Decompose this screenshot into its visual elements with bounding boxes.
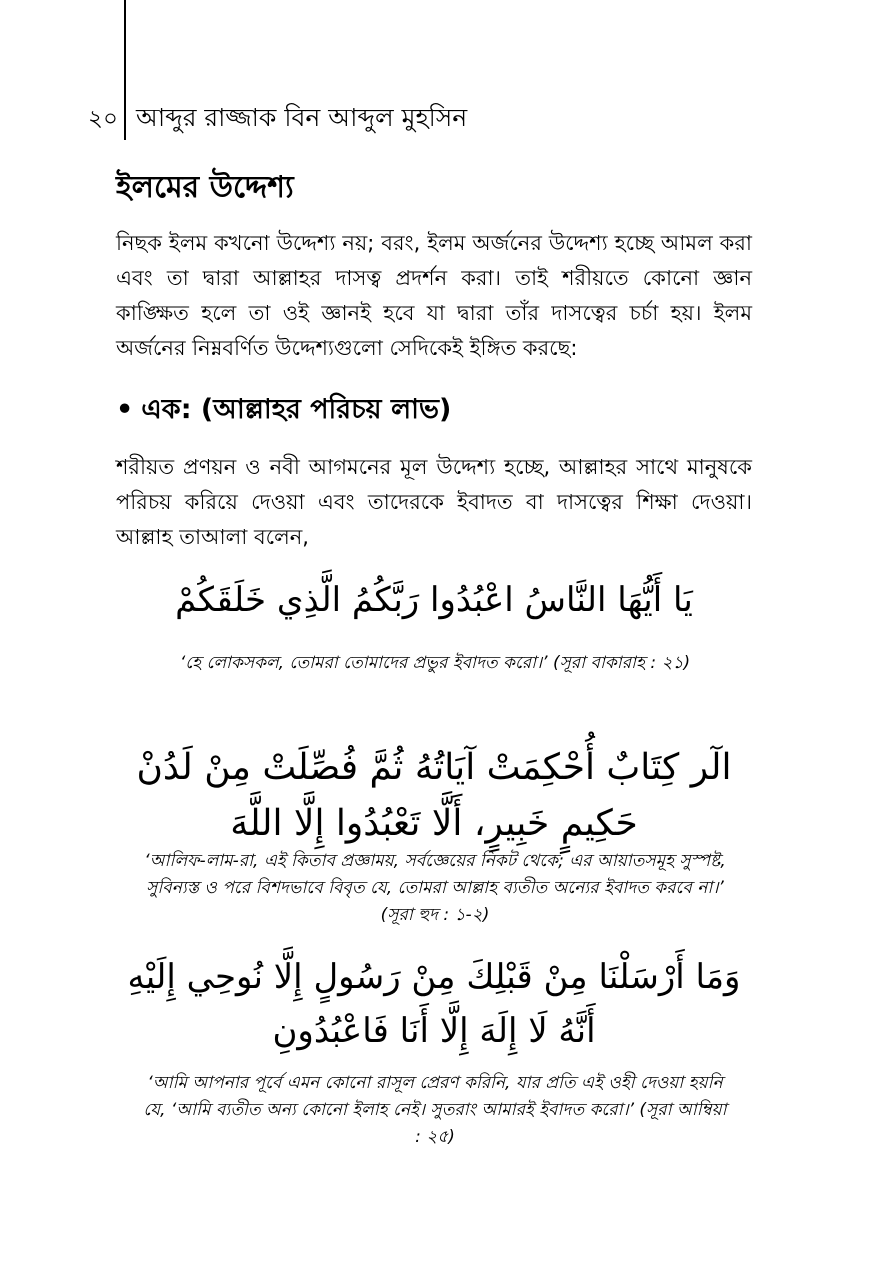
quran-verse-1: يَا أَيُّهَا النَّاسُ اعْبُدُوا رَبَّكُمُ الَّذِي خَلَقَكُمْ (175, 580, 693, 620)
header-divider (124, 0, 126, 140)
intro-paragraph: নিছক ইলম কখনো উদ্দেশ্য নয়; বরং, ইলম অর্জনের উদ্দেশ্য হচ্ছে আমল করা এবং তা দ্বারা আল্লাহর দাসত্ব প্রদর্শন করা। তাই শরীয়তে কোনো জ্ঞান কাঙ্ক্ষিত হলে তা ওই জ্ঞানই হবে যা দ্বারা তাঁর দাসত্বের চর্চা হয়। ইলম অর্জনের নিম্নবর্ণিত উদ্দেশ্যগুলো সেদিকেই ইঙ্গিত করছে: (116, 231, 752, 360)
point-one-paragraph: শরীয়ত প্রণয়ন ও নবী আগমনের মূল উদ্দেশ্য হচ্ছে, আল্লাহর সাথে মানুষকে পরিচয় করিয়ে দেওয়া এবং তাদেরকে ইবাদত বা দাসত্বের শিক্ষা দেওয়া। আল্লাহ তাআলা বলেন, (116, 455, 752, 549)
section-heading: ইলমের উদ্দেশ্য (116, 170, 294, 205)
verse-1-translation: ‘হে লোকসকল, তোমরা তোমাদের প্রভুর ইবাদত করো।’ (সূরা বাকারাহ : ২১) (179, 653, 691, 673)
quran-verse-2: الٓر كِتَابٌ أُحْكِمَتْ آيَاتُهُ ثُمَّ فُصِّلَتْ مِنْ لَدُنْ حَكِيمٍ خَبِيرٍ، أَلَّا تَعْبُدُوا إِلَّا اللَّهَ (136, 747, 732, 844)
page-number: ২০ (88, 106, 118, 132)
point-one-heading (116, 390, 451, 430)
verse-2-translation: ‘আলিফ-লাম-রা, এই কিতাব প্রজ্ঞাময়, সর্বজ্ঞেয়ের নিকট থেকে; এর আয়াতসমূহ সুস্পষ্ট, সুবিন্যস্ত ও পরে বিশদভাবে বিবৃত যে, তোমরা আল্লাহ ব্যতীত অন্যের ইবাদত করবে না।’ (সূরা হুদ : ১-২) (144, 851, 726, 925)
point-one-title: এক: (আল্লাহর পরিচয় লাভ) (141, 394, 452, 425)
bullet-icon: • (116, 394, 134, 425)
quran-verse-3: وَمَا أَرْسَلْنَا مِنْ قَبْلِكَ مِنْ رَسُولٍ إِلَّا نُوحِي إِلَيْهِ أَنَّهُ لَا إِلَهَ إِلَّا أَنَا فَاعْبُدُونِ (127, 957, 741, 1051)
running-title: আব্দুর রাজ্জাক বিন আব্দুল মুহসিন (136, 103, 468, 132)
verse-3-translation: ‘আমি আপনার পূর্বে এমন কোনো রাসূল প্রেরণ করিনি, যার প্রতি এই ওহী দেওয়া হয়নি যে, ‘আমি ব্যতীত অন্য কোনো ইলাহ নেই। সুতরাং আমারই ইবাদত করো।’ (সূরা আম্বিয়া : ২৫) (143, 1073, 727, 1147)
